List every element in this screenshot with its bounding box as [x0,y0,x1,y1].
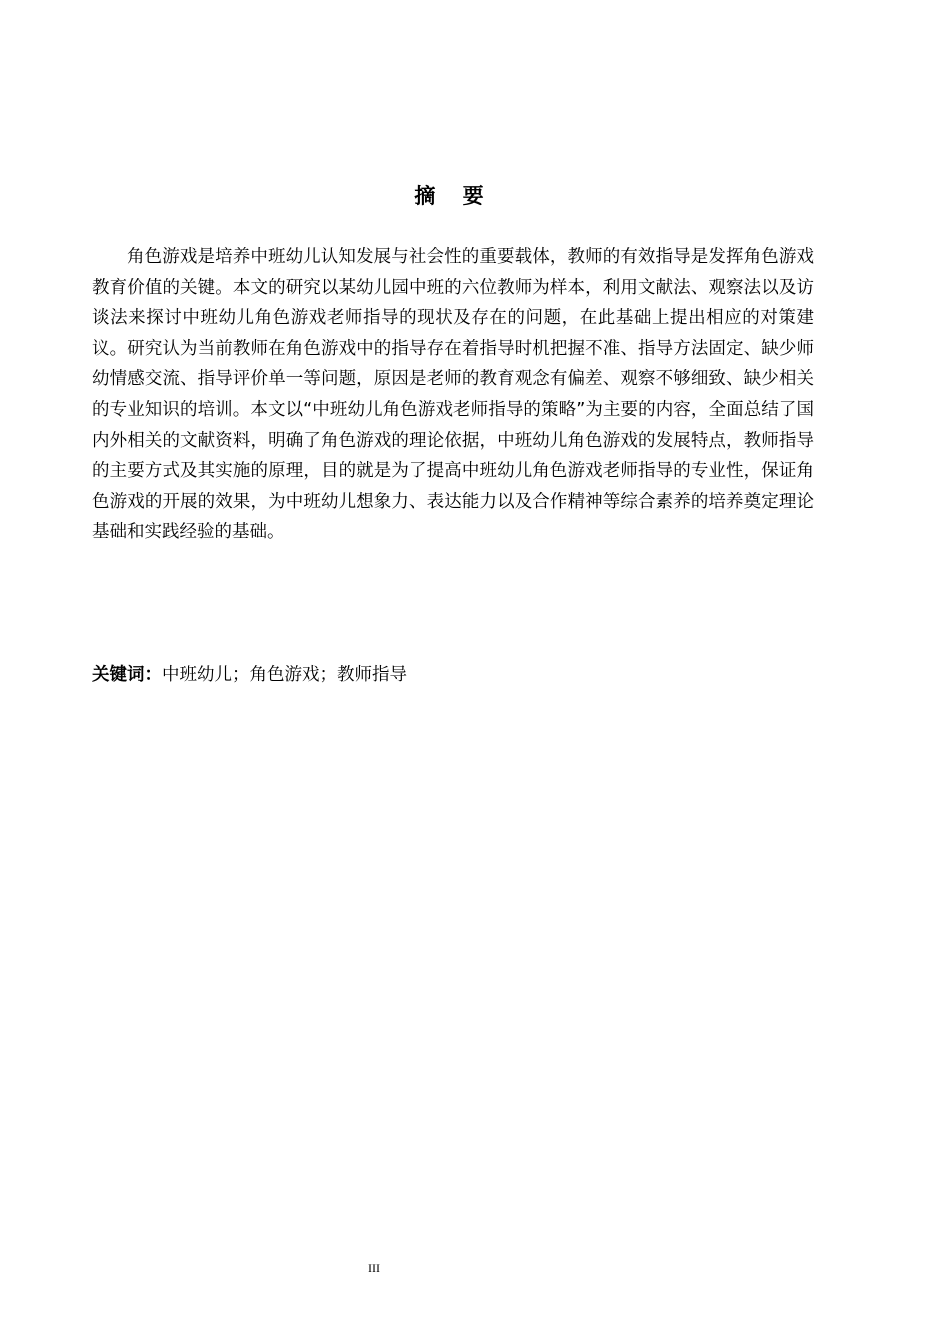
keywords-label: 关键词： [92,665,162,685]
abstract-body: 角色游戏是培养中班幼儿认知发展与社会性的重要载体，教师的有效指导是发挥角色游戏教育价值的关键。本文的研究以某幼儿园中班的六位教师为样本，利用文献法、观察法以及访谈法来探讨中班幼儿角色游戏老师指导的现状及存在的问题，在此基础上提出相应的对策建议。研究认为当前教师在角色游戏中的指导存在着指导时机把握不准、指导方法固定、缺少师幼情感交流、指导评价单一等问题，原因是老师的教育观念有偏差、观察不够细致、缺少相关的专业知识的培训。本文以“中班幼儿角色游戏老师指导的策略”为主要的内容，全面总结了国内外相关的文献资料，明确了角色游戏的理论依据，中班幼儿角色游戏的发展特点，教师指导的主要方式及其实施的原理，目的就是为了提高中班幼儿角色游戏老师指导的专业性，保证角色游戏的开展的效果，为中班幼儿想象力、表达能力以及合作精神等综合素养的培养奠定理论基础和实践经验的基础。 [92,247,814,543]
keywords-value: 中班幼儿；角色游戏；教师指导 [162,665,407,685]
keywords-line [92,660,814,690]
abstract-title: 摘 要 [414,184,494,208]
page-number: III [368,1261,380,1275]
